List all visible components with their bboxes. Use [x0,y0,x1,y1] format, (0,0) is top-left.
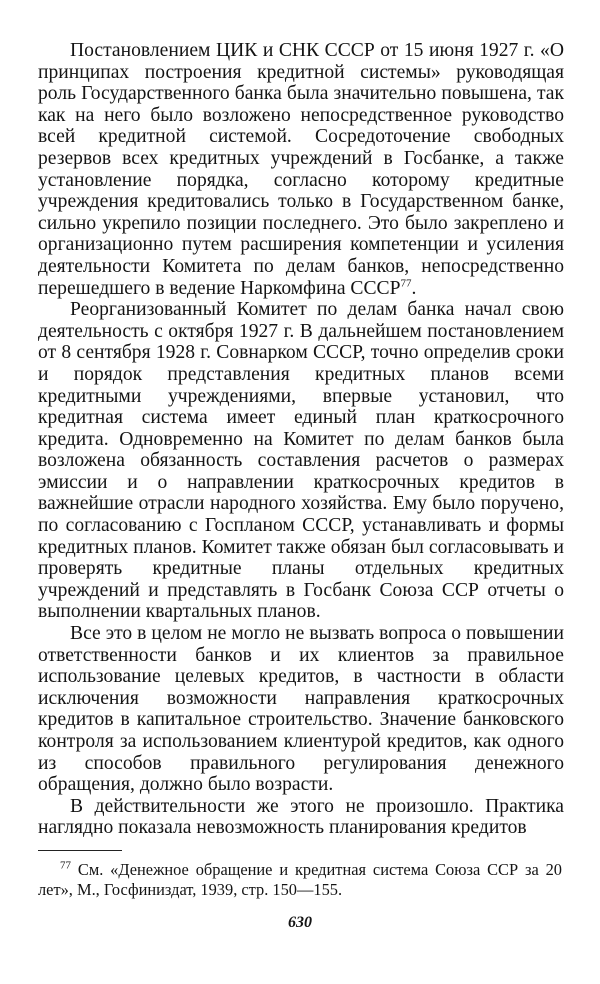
footnote-text: См. «Денежное обращение и кредитная система Союза ССР за 20 лет», М., Госфиниздат, 1939, стр. 150—155. [38,860,562,899]
paragraph-1 [38,40,564,299]
page-number: 630 [288,914,312,931]
paragraph-2: Реорганизованный Комитет по делам банка начал свою деятельность с октября 1927 г. В дальнейшем постановлением от 8 сентября 1928 г. Совнарком СССР, точно определив сроки и порядок представления кредитных планов всеми кредитными учреждениями, впервые установил, что кредитная система имеет единый план краткосрочного кредита. Одновременно на Комитет по делам банков была возложена обязанность составления расчетов о размерах эмиссии и о направлении краткосрочных кредитов в важнейшие отрасли народного хозяйства. Ему было поручено, по согласованию с Госпланом СССР, устанавливать и формы кредитных планов. Комитет также обязан был согласовывать и проверять кредитные планы отдельных кредитных учреждений и представлять в Госбанк Союза ССР отчеты о выполнении квартальных планов. [38,299,564,623]
paragraph-4: В действительности же этого не произошло. Практика наглядно показала невозможность планирования кредитов [38,795,564,839]
footnote-divider [38,850,122,851]
paragraph-1-text: Постановлением ЦИК и СНК СССР от 15 июня 1927 г. «О принципах построения кредитной системы» руководящая роль Государственного банка была значительно повышена, так как на него было возложено непосредственное руководство всей кредитной системой. Сосредоточение свободных резервов всех кредитных учреждений в Госбанке, а также установление порядка, согласно которому кредитные учреждения кредитовались только в Государственном банке, сильно укрепило позиции последнего. Это было закреплено и организационно путем расширения компетенции и усиления деятельности Комитета по делам банков, непосредственно перешедшего в ведение Наркомфина СССР [38,40,564,299]
footnote-number: 77 [60,859,71,872]
paragraph-1-end: . [411,277,417,299]
footnote [38,860,562,899]
footnote-reference[interactable]: 77 [400,277,412,289]
paragraph-3: Все это в целом не могло не вызвать вопроса о повышении ответственности банков и их клиентов за правильное использование целевых кредитов, в частности в области исключения возможности направления краткосрочных кредитов в капитальное строительство. Значение банковского контроля за использованием клиентурой кредитов, как одного из способов правильного регулирования денежного обращения, должно было возрасти. [38,623,564,796]
